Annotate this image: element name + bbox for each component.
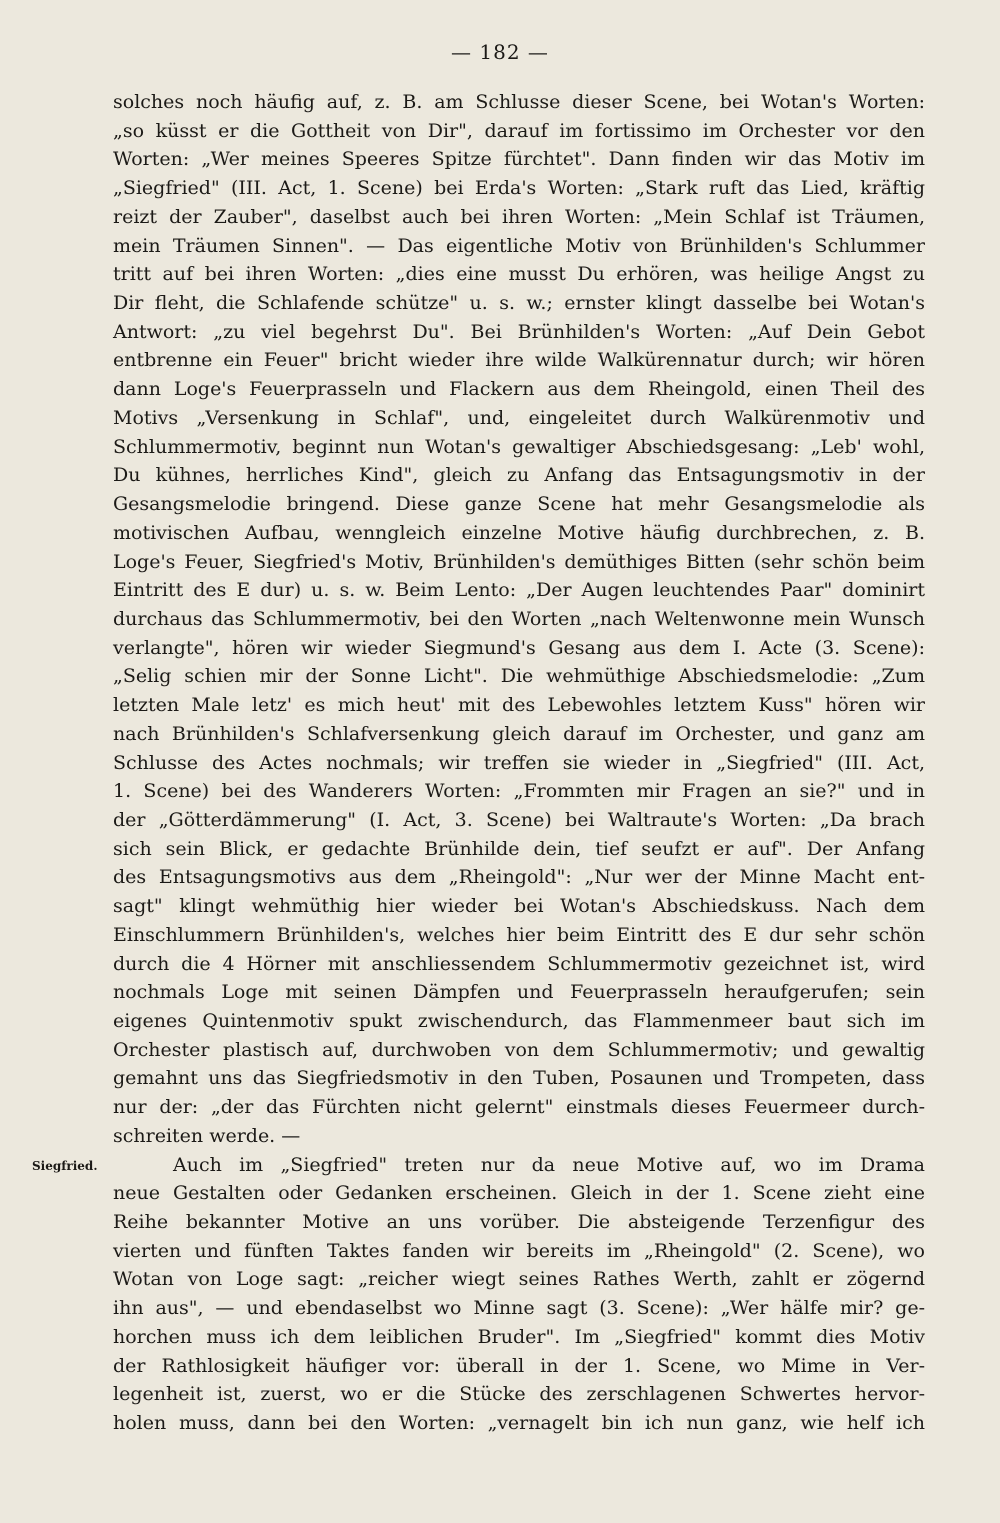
text-line: Gesangsmelodie bringend. Diese ganze Scene hat mehr Gesangsmelodie als — [113, 493, 925, 516]
text-line: Auch im „Siegfried" treten nur da neue Motive auf, wo im Drama — [173, 1153, 925, 1176]
text-line: Eintritt des E dur) u. s. w. Beim Lento: „Der Augen leuchtendes Paar" dominirt — [113, 579, 925, 602]
text-line: eigenes Quintenmotiv spukt zwischendurch, das Flammenmeer baut sich im — [113, 1010, 925, 1032]
text-line: letzten Male letz' es mich heut' mit des Lebewohles letztem Kuss" hören wir — [113, 694, 925, 717]
text-line: mein Träumen Sinnen". — Das eigentliche Motiv von Brünhilden's Schlummer — [113, 234, 925, 257]
text-line: Schlummermotiv, beginnt nun Wotan's gewaltiger Abschiedsgesang: „Leb' wohl, — [113, 435, 925, 458]
text-line: horchen muss ich dem leiblichen Bruder". Im „Siegfried" kommt dies Motiv — [113, 1325, 925, 1348]
text-line: durchaus das Schlummermotiv, bei den Worten „nach Weltenwonne mein Wunsch — [113, 607, 925, 630]
text-line: schreiten werde. — — [113, 1124, 301, 1147]
text-line: 1. Scene) bei des Wanderers Worten: „Frommten mir Fragen an sie?" und in — [113, 780, 925, 803]
text-line: sich sein Blick, er gedachte Brünhilde dein, tief seufzt er auf". Der Anfang — [113, 837, 925, 860]
text-line: „Selig schien mir der Sonne Licht". Die wehmüthige Abschiedsmelodie: „Zum — [113, 665, 925, 688]
text-line: entbrenne ein Feuer" bricht wieder ihre wilde Walkürennatur durch; wir hören — [113, 349, 925, 372]
text-line: nach Brünhilden's Schlafversenkung gleich darauf im Orchester, und ganz am — [113, 722, 925, 745]
text-line: Wotan von Loge sagt: „reicher wiegt seines Rathes Werth, zahlt er zögernd — [113, 1268, 925, 1291]
text-line: neue Gestalten oder Gedanken erscheinen. Gleich in der 1. Scene zieht eine — [113, 1182, 925, 1205]
text-line: Einschlummern Brünhilden's, welches hier beim Eintritt des E dur sehr schön — [113, 923, 925, 946]
text-line: Schlusse des Actes nochmals; wir treffen sie wieder in „Siegfried" (III. Act, — [113, 751, 925, 774]
text-line: der „Götterdämmerung" (I. Act, 3. Scene) bei Waltraute's Worten: „Da brach — [113, 808, 925, 831]
text-line: Antwort: „zu viel begehrst Du". Bei Brünhilden's Worten: „Auf Dein Gebot — [113, 320, 925, 343]
text-line: verlangte", hören wir wieder Siegmund's Gesang aus dem I. Acte (3. Scene): — [113, 636, 925, 659]
text-line: nur der: „der das Fürchten nicht gelernt" einstmals dieses Feuermeer durch- — [113, 1096, 925, 1119]
text-line: holen muss, dann bei den Worten: „vernagelt bin ich nun ganz, wie helf ich — [113, 1412, 925, 1435]
text-line: „Siegfried" (III. Act, 1. Scene) bei Erda's Worten: „Stark ruft das Lied, kräftig — [113, 177, 925, 200]
text-line: Reihe bekannter Motive an uns vorüber. Die absteigende Terzenfigur des — [113, 1211, 925, 1234]
text-line: vierten und fünften Taktes fanden wir bereits im „Rheingold" (2. Scene), wo — [113, 1239, 925, 1262]
text-line: der Rathlosigkeit häufiger vor: überall in der 1. Scene, wo Mime in Ver- — [113, 1354, 925, 1377]
text-line: Du kühnes, herrliches Kind", gleich zu Anfang das Entsagungsmotiv in der — [113, 464, 925, 487]
text-line: nochmals Loge mit seinen Dämpfen und Feuerprasseln heraufgerufen; sein — [113, 981, 925, 1004]
text-line: solches noch häufig auf, z. B. am Schlusse dieser Scene, bei Wotan's Worten: — [113, 91, 925, 113]
text-line: Orchester plastisch auf, durchwoben von dem Schlummermotiv; und gewaltig — [113, 1038, 925, 1061]
text-line: Motivs „Versenkung in Schlaf", und, eingeleitet durch Walkürenmotiv und — [113, 406, 925, 429]
text-line: „so küsst er die Gottheit von Dir", darauf im fortissimo im Orchester vor den — [113, 119, 925, 142]
text-line: ihn aus", — und ebendaselbst wo Minne sagt (3. Scene): „Wer hälfe mir? ge- — [113, 1297, 925, 1320]
text-line: Worten: „Wer meines Speeres Spitze fürchtet". Dann finden wir das Motiv im — [113, 148, 925, 171]
text-line: legenheit ist, zuerst, wo er die Stücke des zerschlagenen Schwertes hervor- — [113, 1383, 925, 1406]
text-line: reizt der Zauber", daselbst auch bei ihren Worten: „Mein Schlaf ist Träumen, — [113, 205, 925, 228]
text-line: gemahnt uns das Siegfriedsmotiv in den Tuben, Posaunen und Trompeten, dass — [113, 1067, 925, 1090]
page-number: — 182 — — [451, 40, 549, 64]
text-line: des Entsagungsmotivs aus dem „Rheingold": „Nur wer der Minne Macht ent- — [113, 866, 925, 889]
margin-note-siegfried: Siegfried. — [32, 1159, 98, 1173]
text-line: Loge's Feuer, Siegfried's Motiv, Brünhilden's demüthiges Bitten (sehr schön beim — [113, 550, 925, 573]
text-line: sagt" klingt wehmüthig hier wieder bei Wotan's Abschiedskuss. Nach dem — [113, 895, 925, 918]
text-line: tritt auf bei ihren Worten: „dies eine musst Du erhören, was heilige Angst zu — [113, 263, 925, 286]
text-line: dann Loge's Feuerprasseln und Flackern aus dem Rheingold, einen Theil des — [113, 378, 925, 401]
text-line: Dir fleht, die Schlafende schütze" u. s. w.; ernster klingt dasselbe bei Wotan's — [113, 292, 925, 315]
text-line: durch die 4 Hörner mit anschliessendem Schlummermotiv gezeichnet ist, wird — [113, 952, 925, 975]
text-line: motivischen Aufbau, wenngleich einzelne Motive häufig durchbrechen, z. B. — [113, 521, 925, 544]
body-text — [113, 88, 925, 1438]
